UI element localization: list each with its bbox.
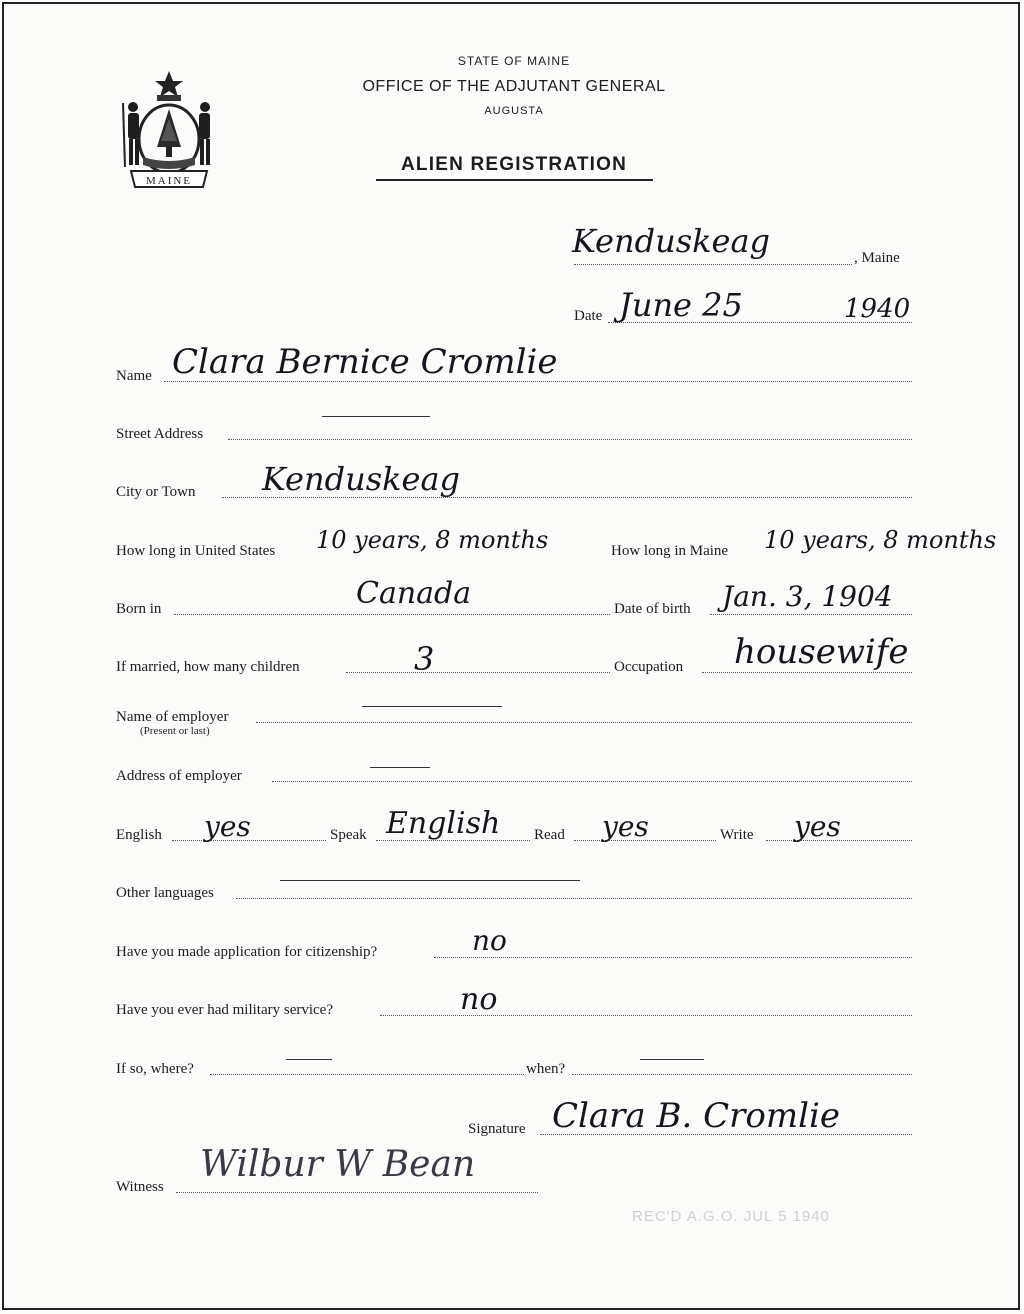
citizenship-line [434, 957, 912, 958]
dob-value: Jan. 3, 1904 [722, 580, 893, 613]
received-stamp: REC'D A.G.O. JUL 5 1940 [632, 1208, 830, 1225]
english-label: English [116, 827, 162, 843]
speak-label: Speak [330, 827, 367, 843]
children-label: If married, how many children [116, 659, 300, 675]
how-long-us-label: How long in United States [116, 543, 276, 559]
street-label: Street Address [116, 426, 204, 442]
speak-value: English [386, 806, 501, 841]
employer-dash [362, 706, 502, 707]
dob-label: Date of birth [614, 601, 691, 617]
witness-line [176, 1192, 538, 1193]
witness-label: Witness [116, 1179, 164, 1195]
form-title: ALIEN REGISTRATION [400, 154, 628, 175]
how-long-maine-label: How long in Maine [611, 543, 729, 559]
signature-value: Clara B. Cromlie [552, 1096, 840, 1136]
how-long-us-value: 10 years, 8 months [316, 526, 549, 554]
date-month-day: June 25 [619, 286, 743, 324]
street-line [228, 439, 912, 440]
where-dash [286, 1059, 332, 1060]
read-label: Read [534, 827, 565, 843]
when-label: when? [526, 1061, 566, 1077]
town-value: Kenduskeag [572, 222, 770, 260]
occupation-line [702, 672, 912, 673]
occupation-label: Occupation [614, 659, 684, 675]
header-state: STATE OF MAINE [457, 54, 571, 68]
english-value: yes [204, 810, 251, 843]
name-label: Name [116, 368, 152, 384]
date-year: 1940 [844, 294, 911, 324]
signature-label: Signature [468, 1121, 526, 1137]
employer-sublabel: (Present or last) [140, 725, 210, 737]
born-in-value: Canada [356, 576, 472, 611]
seal-banner-text: MAINE [145, 175, 193, 187]
citizenship-value: no [472, 924, 507, 957]
state-label: , Maine [854, 250, 900, 266]
city-value: Kenduskeag [262, 460, 460, 498]
employer-address-dash [370, 767, 430, 768]
write-value: yes [794, 810, 841, 843]
occupation-value: housewife [734, 632, 909, 672]
maine-state-seal [117, 67, 221, 191]
other-languages-line [236, 898, 912, 899]
military-value: no [460, 982, 498, 1017]
witness-value: Wilbur W Bean [200, 1144, 476, 1185]
employer-line [256, 722, 912, 723]
name-value: Clara Bernice Cromlie [172, 342, 558, 382]
date-label: Date [574, 308, 603, 324]
born-in-line [174, 614, 610, 615]
other-languages-dash [280, 880, 580, 881]
read-value: yes [602, 810, 649, 843]
header-office: OFFICE OF THE ADJUTANT GENERAL [362, 78, 666, 95]
city-label: City or Town [116, 484, 196, 500]
write-label: Write [720, 827, 754, 843]
citizenship-label: Have you made application for citizenship? [116, 944, 378, 960]
title-underline [376, 179, 653, 181]
children-value: 3 [414, 640, 435, 678]
dob-line [710, 614, 912, 615]
when-line [572, 1074, 912, 1075]
where-label: If so, where? [116, 1061, 194, 1077]
how-long-maine-value: 10 years, 8 months [764, 526, 997, 554]
employer-label: Name of employer [116, 709, 229, 725]
born-in-label: Born in [116, 601, 162, 617]
street-dash [322, 416, 430, 417]
military-label: Have you ever had military service? [116, 1002, 333, 1018]
other-languages-label: Other languages [116, 885, 214, 901]
alien-registration-form [2, 2, 1020, 1310]
employer-address-line [272, 781, 912, 782]
children-line [346, 672, 610, 673]
employer-address-label: Address of employer [116, 768, 242, 784]
where-line [210, 1074, 524, 1075]
town-line [574, 264, 852, 265]
header-city: AUGUSTA [484, 105, 544, 117]
when-dash [640, 1059, 704, 1060]
